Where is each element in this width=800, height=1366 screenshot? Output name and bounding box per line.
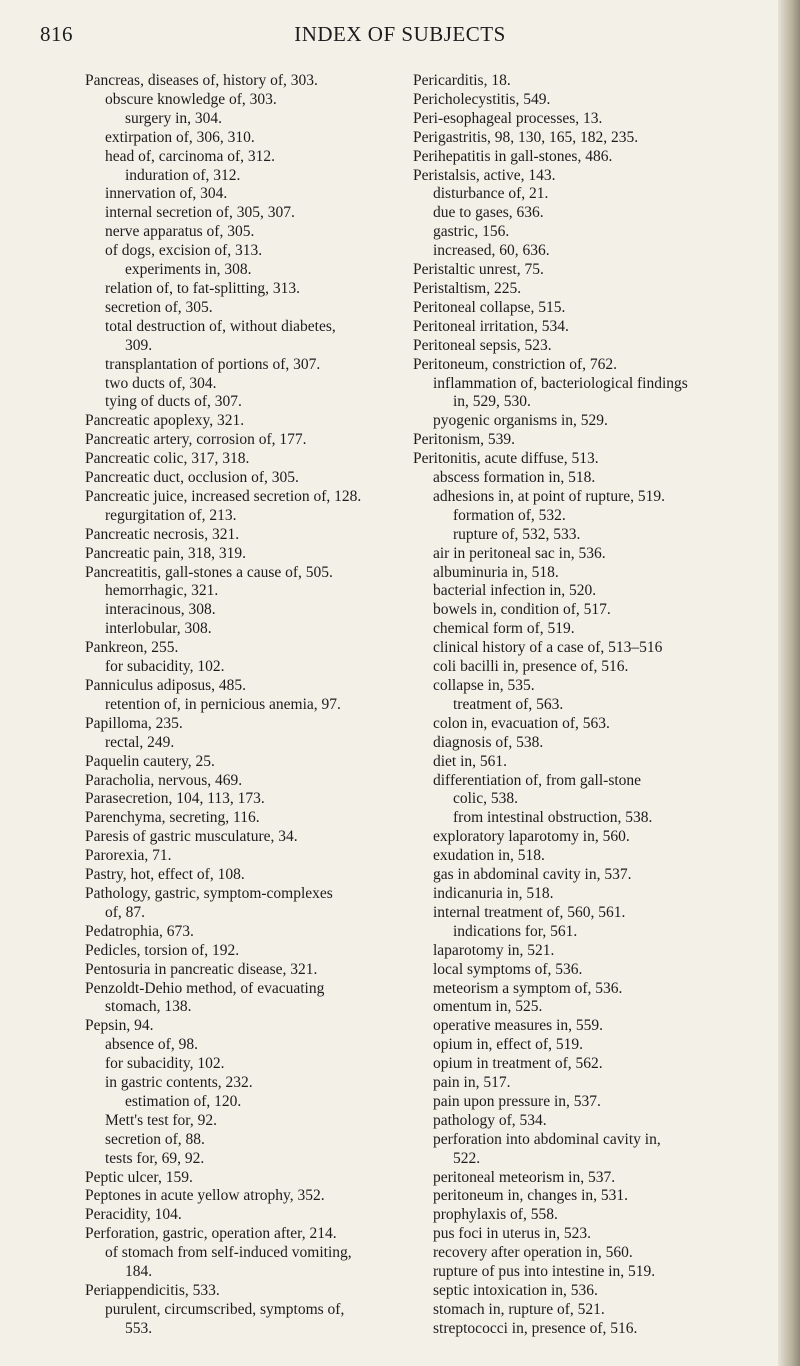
index-entry: Pericholecystitis, 549. bbox=[413, 90, 551, 108]
index-subentry: stomach in, rupture of, 521. bbox=[433, 1300, 605, 1318]
page-edge-shadow bbox=[778, 0, 800, 1366]
index-subentry: gastric, 156. bbox=[433, 223, 510, 241]
index-entry: Pankreon, 255. bbox=[85, 639, 179, 657]
index-entry: Perihepatitis in gall-stones, 486. bbox=[413, 147, 613, 165]
index-subentry: colon in, evacuation of, 563. bbox=[433, 714, 610, 732]
index-entry: Pedatrophia, 673. bbox=[85, 922, 194, 940]
index-entry: Peptic ulcer, 159. bbox=[85, 1168, 193, 1186]
index-subentry: total destruction of, without diabetes, bbox=[105, 317, 336, 335]
index-subentry: regurgitation of, 213. bbox=[105, 506, 237, 524]
index-subentry: of, 87. bbox=[105, 903, 146, 921]
index-subentry: gas in abdominal cavity in, 537. bbox=[433, 866, 632, 884]
index-subentry: clinical history of a case of, 513–516 bbox=[433, 639, 663, 657]
index-subentry: 184. bbox=[125, 1263, 153, 1281]
index-subentry: of stomach from self-induced vomiting, bbox=[105, 1244, 352, 1262]
index-entry: Peptones in acute yellow atrophy, 352. bbox=[85, 1187, 325, 1205]
index-entry: Panniculus adiposus, 485. bbox=[85, 677, 247, 694]
index-subentry: indications for, 561. bbox=[453, 922, 578, 940]
index-subentry: recovery after operation in, 560. bbox=[433, 1244, 633, 1262]
index-subentry: tying of ducts of, 307. bbox=[105, 393, 242, 411]
index-entry: Peristalsis, active, 143. bbox=[413, 166, 556, 184]
index-subentry: interlobular, 308. bbox=[105, 620, 212, 638]
index-subentry: exploratory laparotomy in, 560. bbox=[433, 828, 630, 846]
index-subentry: indicanuria in, 518. bbox=[433, 884, 554, 902]
index-subentry: stomach, 138. bbox=[105, 998, 192, 1016]
index-entry: Penzoldt-Dehio method, of evacuating bbox=[85, 979, 325, 997]
index-entry: Peritoneal collapse, 515. bbox=[413, 298, 566, 316]
index-subentry: two ducts of, 304. bbox=[105, 374, 217, 392]
index-subentry: peritoneal meteorism in, 537. bbox=[433, 1168, 616, 1186]
index-entry: Pentosuria in pancreatic disease, 321. bbox=[85, 960, 318, 978]
index-subentry: pain upon pressure in, 537. bbox=[433, 1092, 601, 1110]
index-subentry: formation of, 532. bbox=[453, 506, 566, 524]
index-subentry: of dogs, excision of, 313. bbox=[105, 242, 263, 260]
index-subentry: treatment of, 563. bbox=[453, 695, 564, 713]
index-subentry: colic, 538. bbox=[453, 790, 518, 808]
index-subentry: increased, 60, 636. bbox=[433, 242, 550, 260]
index-subentry: for subacidity, 102. bbox=[105, 658, 225, 676]
index-subentry: chemical form of, 519. bbox=[433, 620, 575, 638]
index-entry: Paracholia, nervous, 469. bbox=[85, 771, 243, 789]
index-subentry: prophylaxis of, 558. bbox=[433, 1206, 558, 1224]
index-subentry: perforation into abdominal cavity in, bbox=[433, 1130, 661, 1148]
index-subentry: Mett's test for, 92. bbox=[105, 1111, 217, 1129]
index-subentry: retention of, in pernicious anemia, 97. bbox=[105, 695, 341, 713]
index-entry: Peristaltism, 225. bbox=[413, 279, 522, 297]
index-entry: Peritoneum, constriction of, 762. bbox=[413, 355, 618, 373]
index-entry: Peritoneal irritation, 534. bbox=[413, 317, 569, 335]
index-subentry: peritoneum in, changes in, 531. bbox=[433, 1187, 628, 1205]
index-subentry: from intestinal obstruction, 538. bbox=[453, 809, 653, 827]
index-subentry: pyogenic organisms in, 529. bbox=[433, 412, 608, 430]
index-subentry: purulent, circumscribed, symptoms of, bbox=[105, 1300, 345, 1318]
index-subentry: rectal, 249. bbox=[105, 733, 175, 751]
index-subentry: exudation in, 518. bbox=[433, 847, 545, 865]
index-entry: Periappendicitis, 533. bbox=[85, 1282, 220, 1299]
index-subentry: laparotomy in, 521. bbox=[433, 941, 555, 959]
index-subentry: secretion of, 88. bbox=[105, 1130, 205, 1148]
index-entry: Pancreatic colic, 317, 318. bbox=[85, 450, 250, 468]
page-number: 816 bbox=[40, 22, 73, 46]
index-entry: Pancreatitis, gall-stones a cause of, 505. bbox=[85, 563, 333, 581]
index-entry: Parasecretion, 104, 113, 173. bbox=[85, 790, 265, 808]
index-subentry: bacterial infection in, 520. bbox=[433, 582, 597, 600]
index-subentry: local symptoms of, 536. bbox=[433, 960, 583, 978]
index-subentry: internal treatment of, 560, 561. bbox=[433, 903, 626, 921]
index-subentry: secretion of, 305. bbox=[105, 298, 213, 316]
index-entry: Paquelin cautery, 25. bbox=[85, 752, 215, 770]
index-subentry: diet in, 561. bbox=[433, 752, 508, 770]
index-subentry: relation of, to fat-splitting, 313. bbox=[105, 279, 301, 297]
index-column-right bbox=[413, 72, 765, 1339]
index-entry: Pancreatic pain, 318, 319. bbox=[85, 544, 246, 562]
index-subentry: adhesions in, at point of rupture, 519. bbox=[433, 487, 666, 505]
index-subentry: nerve apparatus of, 305. bbox=[105, 223, 255, 241]
index-entry: Pancreatic artery, corrosion of, 177. bbox=[85, 431, 307, 449]
index-subentry: 309. bbox=[125, 336, 153, 354]
index-subentry: in gastric contents, 232. bbox=[105, 1074, 253, 1092]
index-subentry: surgery in, 304. bbox=[125, 109, 223, 127]
index-entry: Parorexia, 71. bbox=[85, 847, 172, 865]
index-subentry: rupture of pus into intestine in, 519. bbox=[433, 1263, 656, 1281]
index-subentry: opium in treatment of, 562. bbox=[433, 1055, 603, 1073]
index-subentry: opium in, effect of, 519. bbox=[433, 1036, 583, 1054]
index-subentry: inflammation of, bacteriological findings bbox=[433, 374, 688, 392]
index-subentry: diagnosis of, 538. bbox=[433, 733, 544, 751]
index-subentry: 553. bbox=[125, 1319, 153, 1337]
index-subentry: transplantation of portions of, 307. bbox=[105, 355, 321, 373]
index-subentry: operative measures in, 559. bbox=[433, 1017, 604, 1035]
index-entry: Peri-esophageal processes, 13. bbox=[413, 109, 603, 127]
index-subentry: estimation of, 120. bbox=[125, 1092, 242, 1110]
index-subentry: absence of, 98. bbox=[105, 1036, 198, 1054]
index-entry: Pancreatic apoplexy, 321. bbox=[85, 412, 245, 430]
index-subentry: pathology of, 534. bbox=[433, 1111, 547, 1129]
index-subentry: experiments in, 308. bbox=[125, 261, 252, 279]
index-entry: Pancreatic juice, increased secretion of, 128. bbox=[85, 487, 362, 505]
index-subentry: differentiation of, from gall-stone bbox=[433, 771, 642, 789]
index-entry: Pancreas, diseases of, history of, 303. bbox=[85, 72, 318, 89]
index-entry: Pericarditis, 18. bbox=[413, 72, 511, 89]
index-subentry: interacinous, 308. bbox=[105, 601, 216, 619]
index-subentry: pain in, 517. bbox=[433, 1074, 511, 1092]
page-header bbox=[40, 12, 760, 52]
index-subentry: internal secretion of, 305, 307. bbox=[105, 204, 295, 222]
index-subentry: innervation of, 304. bbox=[105, 185, 228, 203]
index-entry: Papilloma, 235. bbox=[85, 714, 183, 732]
index-entry: Peritoneal sepsis, 523. bbox=[413, 336, 552, 354]
index-subentry: coli bacilli in, presence of, 516. bbox=[433, 658, 629, 676]
index-subentry: head of, carcinoma of, 312. bbox=[105, 147, 276, 165]
index-column-left bbox=[85, 72, 405, 1339]
index-subentry: tests for, 69, 92. bbox=[105, 1149, 205, 1167]
index-subentry: rupture of, 532, 533. bbox=[453, 525, 581, 543]
index-subentry: obscure knowledge of, 303. bbox=[105, 90, 277, 108]
index-entry: Parenchyma, secreting, 116. bbox=[85, 809, 260, 827]
index-subentry: septic intoxication in, 536. bbox=[433, 1282, 598, 1299]
index-entry: Peritonitis, acute diffuse, 513. bbox=[413, 450, 599, 468]
index-subentry: pus foci in uterus in, 523. bbox=[433, 1225, 591, 1243]
index-subentry: 522. bbox=[453, 1149, 481, 1167]
index-subentry: hemorrhagic, 321. bbox=[105, 582, 219, 600]
index-subentry: in, 529, 530. bbox=[453, 393, 531, 411]
index-entry: Perforation, gastric, operation after, 214. bbox=[85, 1225, 337, 1243]
index-subentry: albuminuria in, 518. bbox=[433, 563, 559, 581]
index-entry: Peritonism, 539. bbox=[413, 431, 516, 449]
index-subentry: abscess formation in, 518. bbox=[433, 469, 596, 487]
index-entry: Pepsin, 94. bbox=[85, 1017, 154, 1035]
index-subentry: extirpation of, 306, 310. bbox=[105, 128, 255, 146]
running-title: INDEX OF SUBJECTS bbox=[294, 22, 506, 46]
index-entry: Pastry, hot, effect of, 108. bbox=[85, 866, 245, 884]
index-entry: Pancreatic necrosis, 321. bbox=[85, 525, 240, 543]
index-entry: Pancreatic duct, occlusion of, 305. bbox=[85, 469, 299, 487]
index-subentry: air in peritoneal sac in, 536. bbox=[433, 544, 606, 562]
index-entry: Paresis of gastric musculature, 34. bbox=[85, 828, 298, 846]
index-subentry: bowels in, condition of, 517. bbox=[433, 601, 611, 619]
index-entry: Pedicles, torsion of, 192. bbox=[85, 941, 240, 959]
index-subentry: for subacidity, 102. bbox=[105, 1055, 225, 1073]
index-subentry: meteorism a symptom of, 536. bbox=[433, 979, 623, 997]
index-subentry: streptococci in, presence of, 516. bbox=[433, 1319, 638, 1337]
index-subentry: induration of, 312. bbox=[125, 166, 241, 184]
index-subentry: due to gases, 636. bbox=[433, 204, 544, 222]
index-subentry: collapse in, 535. bbox=[433, 677, 535, 694]
index-subentry: omentum in, 525. bbox=[433, 998, 543, 1016]
index-entry: Peracidity, 104. bbox=[85, 1206, 182, 1224]
index-subentry: disturbance of, 21. bbox=[433, 185, 549, 203]
index-entry: Perigastritis, 98, 130, 165, 182, 235. bbox=[413, 128, 639, 146]
index-entry: Peristaltic unrest, 75. bbox=[413, 261, 544, 279]
index-entry: Pathology, gastric, symptom-complexes bbox=[85, 884, 333, 902]
